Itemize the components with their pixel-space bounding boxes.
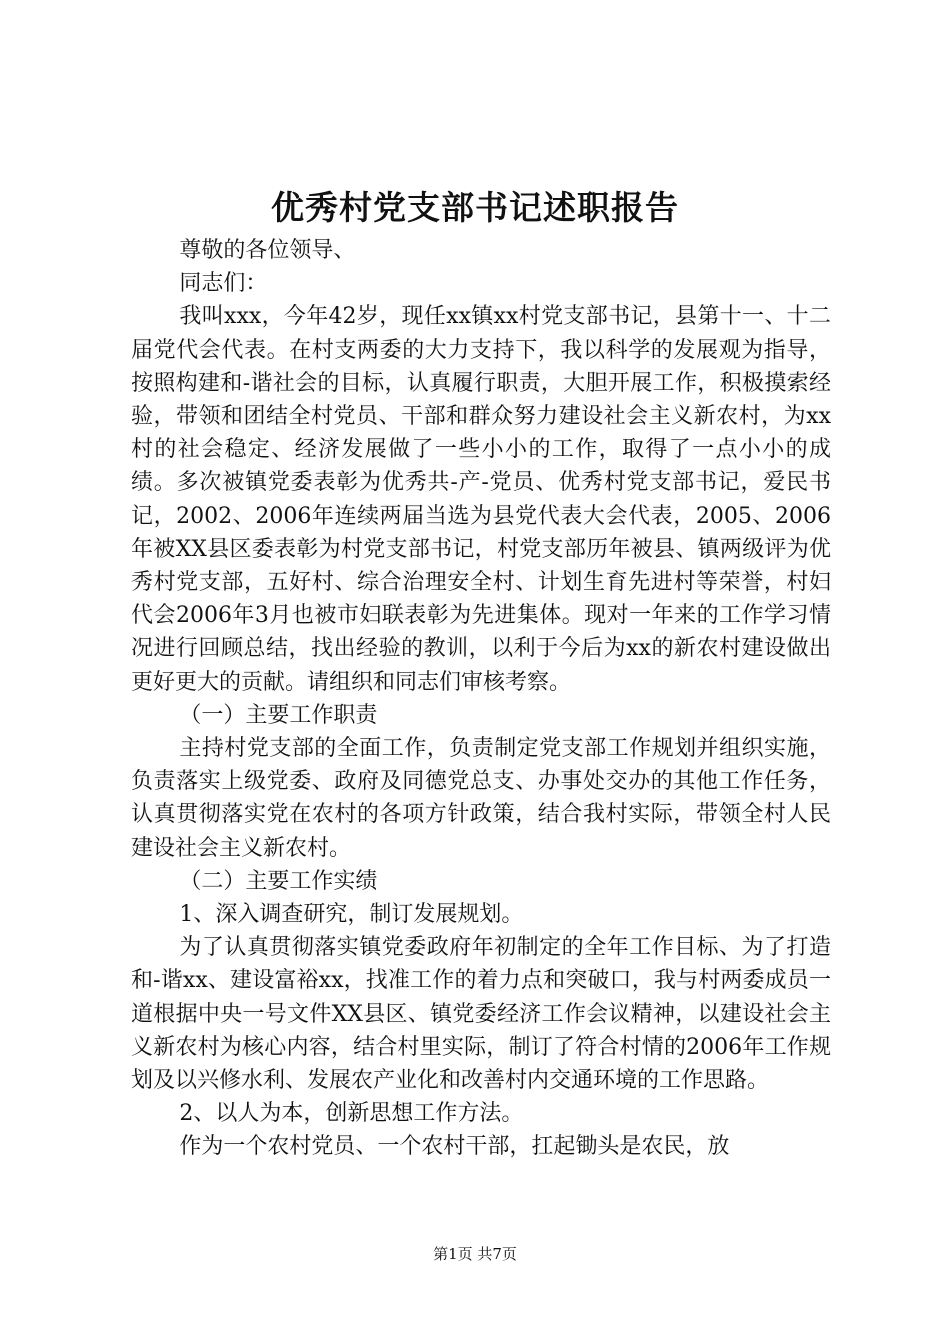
subheading-people-oriented: 2、以人为本，创新思想工作方法。	[179, 1101, 524, 1127]
duties-paragraph: 主持村党支部的全面工作，负责制定党支部工作规划并组织实施，负责落实上级党委、政府及同德党总支、办事处交办的其他工作任务，认真贯彻落实党在农村的各项方针政策，结合我村实际，带领全村人民建设社会主义新农村。	[131, 736, 831, 861]
document-body	[131, 234, 831, 1164]
page-number-footer: 第1页 共7页	[433, 1245, 517, 1263]
continuation-paragraph: 作为一个农村党员、一个农村干部，扛起锄头是农民，放	[179, 1134, 730, 1160]
intro-paragraph: 我叫xxx，今年42岁，现任xx镇xx村党支部书记，县第十一、十二届党代会代表。在村支两委的大力支持下，我以科学的发展观为指导，按照构建和-谐社会的目标，认真履行职责，大胆开展工作，积极摸索经验，带领和团结全村党员、干部和群众努力建设社会主义新农村，为xx村的社会稳定、经济发展做了一些小小的工作，取得了一点小小的成绩。多次被镇党委表彰为优秀共-产-党员、优秀村党支部书记，爱民书记，2002、2006年连续两届当选为县党代表大会代表，2005、2006年被XX县区委表彰为村党支部书记，村党支部历年被县、镇两级评为优秀村党支部，五好村、综合治理安全村、计划生育先进村等荣誉，村妇代会2006年3月也被市妇联表彰为先进集体。现对一年来的工作学习情况进行回顾总结，找出经验的教训，以利于今后为xx的新农村建设做出更好更大的贡献。请组织和同志们审核考察。	[131, 304, 831, 695]
section-heading-achievements: （二）主要工作实绩	[179, 868, 378, 894]
section-heading-duties: （一）主要工作职责	[179, 702, 378, 728]
subheading-research: 1、深入调查研究，制订发展规划。	[179, 902, 524, 928]
research-paragraph: 为了认真贯彻落实镇党委政府年初制定的全年工作目标、为了打造和-谐xx、建设富裕xx，找准工作的着力点和突破口，我与村两委成员一道根据中央一号文件XX县区、镇党委经济工作会议精神，以建设社会主义新农村为核心内容，结合村里实际，制订了符合村情的2006年工作规划及以兴修水利、发展农产业化和改善村内交通环境的工作思路。	[131, 935, 831, 1094]
document-title: 优秀村党支部书记述职报告	[271, 188, 679, 227]
salutation-line-1: 尊敬的各位领导、	[179, 238, 356, 263]
salutation-line-2: 同志们：	[179, 271, 268, 297]
